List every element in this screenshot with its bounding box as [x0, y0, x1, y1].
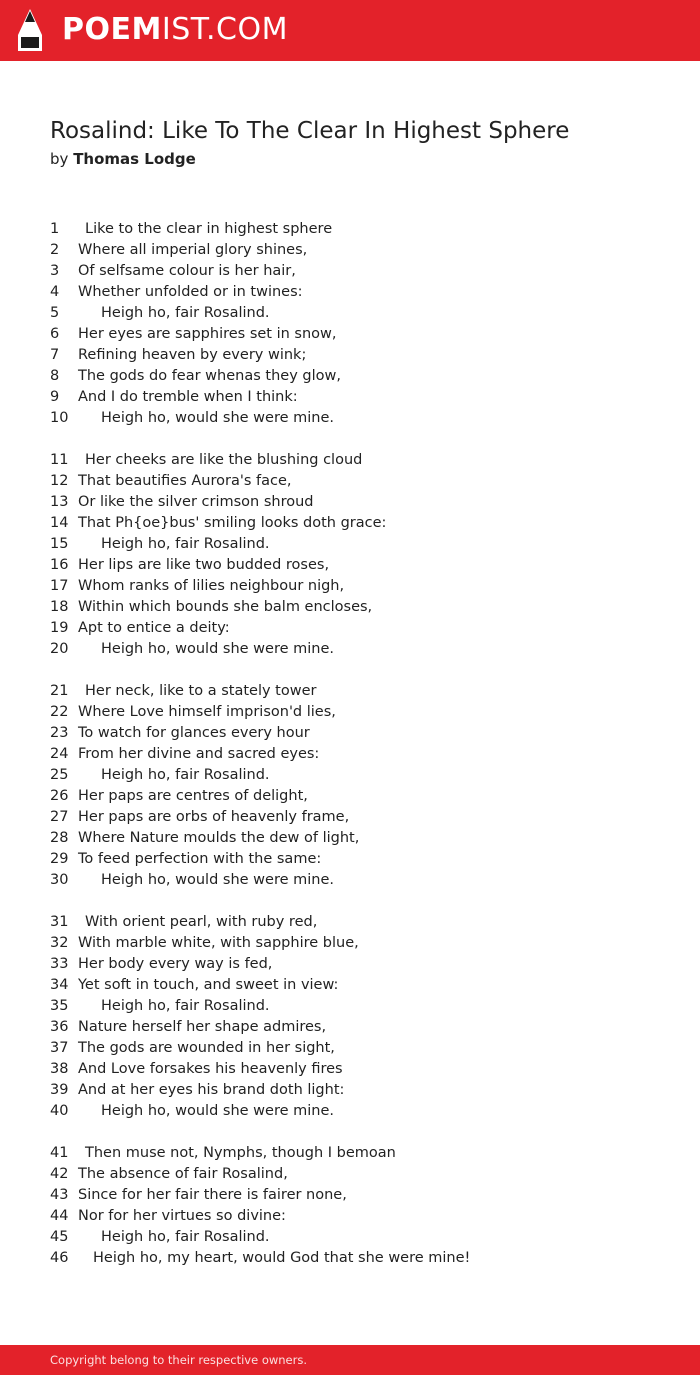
poem-line [50, 1164, 670, 1185]
poem-line [50, 744, 670, 765]
line-number: 4 [50, 284, 60, 300]
line-text: Heigh ho, would she were mine. [101, 872, 334, 888]
stanza-break [50, 660, 670, 681]
poem-line [50, 828, 670, 849]
line-text: With orient pearl, with ruby red, [85, 914, 318, 930]
line-number: 43 [50, 1187, 69, 1203]
poem-line [50, 933, 670, 954]
line-number: 33 [50, 956, 69, 972]
logo-light-text: IST.COM [161, 12, 288, 47]
line-text: Heigh ho, fair Rosalind. [101, 536, 270, 552]
line-number: 27 [50, 809, 69, 825]
line-text: Within which bounds she balm encloses, [78, 599, 373, 615]
line-text: That beautifies Aurora's face, [78, 473, 292, 489]
line-number: 15 [50, 536, 69, 552]
poem-line [50, 1101, 670, 1122]
line-number: 40 [50, 1103, 69, 1119]
line-text: Her lips are like two budded roses, [78, 557, 330, 573]
poem-line [50, 387, 670, 408]
line-text: Refining heaven by every wink; [78, 347, 307, 363]
poem-line [50, 345, 670, 366]
line-text: Her body every way is fed, [78, 956, 273, 972]
poem-line [50, 1080, 670, 1101]
line-text: The gods are wounded in her sight, [78, 1040, 335, 1056]
poem-line [50, 849, 670, 870]
poem-line [50, 1248, 670, 1269]
poem-line [50, 282, 670, 303]
poem-line [50, 597, 670, 618]
line-number: 38 [50, 1061, 69, 1077]
line-number: 46 [50, 1250, 69, 1266]
line-text: Her cheeks are like the blushing cloud [85, 452, 363, 468]
line-text: With marble white, with sapphire blue, [78, 935, 359, 951]
poem-line [50, 555, 670, 576]
poem-line [50, 975, 670, 996]
logo-bold-text: POEM [62, 12, 162, 47]
line-text: Heigh ho, would she were mine. [101, 641, 334, 657]
line-text: Whom ranks of lilies neighbour nigh, [78, 578, 345, 594]
line-number: 9 [50, 389, 60, 405]
poem-line [50, 303, 670, 324]
line-number: 7 [50, 347, 60, 363]
poem-line [50, 702, 670, 723]
poem-line [50, 870, 670, 891]
poem-line [50, 450, 670, 471]
line-text: Nor for her virtues so divine: [78, 1208, 286, 1224]
poem-line [50, 1038, 670, 1059]
line-number: 10 [50, 410, 69, 426]
line-text: Heigh ho, my heart, would God that she were mine! [93, 1250, 471, 1266]
line-number: 8 [50, 368, 60, 384]
line-number: 44 [50, 1208, 69, 1224]
stanza-break [50, 891, 670, 912]
line-number: 24 [50, 746, 69, 762]
poem-line [50, 534, 670, 555]
line-number: 14 [50, 515, 69, 531]
line-text: From her divine and sacred eyes: [78, 746, 320, 762]
line-text: Heigh ho, would she were mine. [101, 1103, 334, 1119]
line-text: Her paps are centres of delight, [78, 788, 308, 804]
line-text: The absence of fair Rosalind, [78, 1166, 288, 1182]
line-number: 17 [50, 578, 69, 594]
site-footer [0, 1345, 700, 1375]
poem-line [50, 618, 670, 639]
poem-line [50, 681, 670, 702]
line-number: 1 [50, 221, 60, 237]
poem-line [50, 723, 670, 744]
pencil-logo-icon[interactable] [18, 9, 42, 51]
line-text: Since for her fair there is fairer none, [78, 1187, 347, 1203]
line-number: 19 [50, 620, 69, 636]
line-text: Whether unfolded or in twines: [78, 284, 303, 300]
line-text: Her neck, like to a stately tower [85, 683, 317, 699]
line-text: Heigh ho, fair Rosalind. [101, 998, 270, 1014]
poem-line [50, 219, 670, 240]
poem-line [50, 1017, 670, 1038]
poem-line [50, 576, 670, 597]
line-text: Heigh ho, fair Rosalind. [101, 1229, 270, 1245]
poem-line [50, 240, 670, 261]
poem-line [50, 1206, 670, 1227]
poem-line [50, 807, 670, 828]
line-text: To watch for glances every hour [78, 725, 310, 741]
line-number: 25 [50, 767, 69, 783]
line-number: 31 [50, 914, 69, 930]
poem-line [50, 261, 670, 282]
poem-title: Rosalind: Like To The Clear In Highest Sphere [50, 118, 570, 144]
site-logo[interactable] [62, 13, 288, 47]
line-number: 45 [50, 1229, 69, 1245]
poem-line [50, 1227, 670, 1248]
poem-body [50, 219, 670, 1269]
line-number: 35 [50, 998, 69, 1014]
line-number: 30 [50, 872, 69, 888]
line-number: 5 [50, 305, 60, 321]
line-number: 11 [50, 452, 69, 468]
line-number: 26 [50, 788, 69, 804]
line-number: 41 [50, 1145, 69, 1161]
poem-line [50, 324, 670, 345]
line-number: 12 [50, 473, 69, 489]
poem-line [50, 639, 670, 660]
copyright-text: Copyright belong to their respective owners. [50, 1353, 308, 1367]
line-text: Her paps are orbs of heavenly frame, [78, 809, 350, 825]
line-text: Like to the clear in highest sphere [85, 221, 333, 237]
line-number: 16 [50, 557, 69, 573]
byline [50, 149, 196, 169]
poem-line [50, 1185, 670, 1206]
poem-line [50, 954, 670, 975]
line-number: 2 [50, 242, 60, 258]
line-text: Apt to entice a deity: [78, 620, 230, 636]
line-text: To feed perfection with the same: [78, 851, 322, 867]
line-number: 32 [50, 935, 69, 951]
stanza-break [50, 1122, 670, 1143]
poem-line [50, 471, 670, 492]
line-text: That Ph{oe}bus' smiling looks doth grace: [78, 515, 387, 531]
line-text: Heigh ho, fair Rosalind. [101, 305, 270, 321]
poem-line [50, 912, 670, 933]
poem-line [50, 1143, 670, 1164]
line-number: 18 [50, 599, 69, 615]
line-number: 6 [50, 326, 60, 342]
line-number: 20 [50, 641, 69, 657]
poem-line [50, 786, 670, 807]
stanza-break [50, 429, 670, 450]
poem-line [50, 492, 670, 513]
poem-line [50, 996, 670, 1017]
poem-line [50, 765, 670, 786]
line-text: Heigh ho, would she were mine. [101, 410, 334, 426]
line-number: 28 [50, 830, 69, 846]
line-number: 29 [50, 851, 69, 867]
line-number: 22 [50, 704, 69, 720]
line-number: 36 [50, 1019, 69, 1035]
line-number: 37 [50, 1040, 69, 1056]
line-text: Where Love himself imprison'd lies, [78, 704, 336, 720]
line-text: Where all imperial glory shines, [78, 242, 308, 258]
poem-line [50, 513, 670, 534]
line-number: 13 [50, 494, 69, 510]
line-text: The gods do fear whenas they glow, [78, 368, 341, 384]
line-number: 34 [50, 977, 69, 993]
line-number: 21 [50, 683, 69, 699]
line-text: And at her eyes his brand doth light: [78, 1082, 345, 1098]
line-number: 3 [50, 263, 60, 279]
poem-line [50, 408, 670, 429]
line-number: 42 [50, 1166, 69, 1182]
line-text: Or like the silver crimson shroud [78, 494, 314, 510]
line-text: Her eyes are sapphires set in snow, [78, 326, 337, 342]
line-text: Nature herself her shape admires, [78, 1019, 327, 1035]
line-text: Yet soft in touch, and sweet in view: [78, 977, 339, 993]
line-text: And I do tremble when I think: [78, 389, 298, 405]
line-number: 23 [50, 725, 69, 741]
line-text: Heigh ho, fair Rosalind. [101, 767, 270, 783]
poem-line [50, 1059, 670, 1080]
line-text: And Love forsakes his heavenly fires [78, 1061, 343, 1077]
line-text: Of selfsame colour is her hair, [78, 263, 296, 279]
site-header [0, 0, 700, 61]
line-text: Then muse not, Nymphs, though I bemoan [85, 1145, 396, 1161]
line-text: Where Nature moulds the dew of light, [78, 830, 360, 846]
line-number: 39 [50, 1082, 69, 1098]
poem-line [50, 366, 670, 387]
by-label: by [50, 150, 69, 168]
author-name[interactable]: Thomas Lodge [73, 150, 196, 168]
